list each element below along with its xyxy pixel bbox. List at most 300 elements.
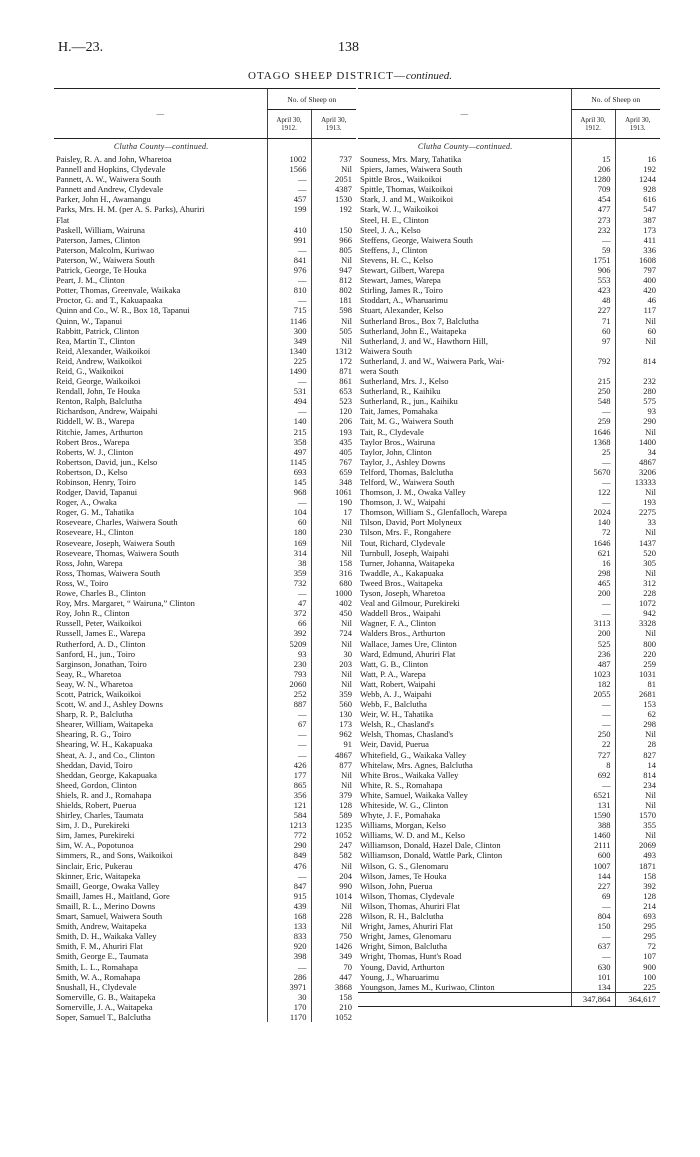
table-row bbox=[54, 588, 356, 598]
sheep-1912-cell: 199 bbox=[267, 204, 311, 214]
owner-cell: Sheddan, George, Kakapuaka bbox=[56, 769, 157, 780]
sheep-1913-cell: 316 bbox=[311, 568, 356, 578]
sheep-1912-cell: — bbox=[267, 275, 311, 285]
owner-cell: Sutherland, John E., Waitapeka bbox=[360, 325, 467, 336]
sheep-1912-cell: 1007 bbox=[571, 861, 615, 871]
sheep-1913-cell: 1312 bbox=[311, 346, 356, 356]
sheep-1913-cell: 523 bbox=[311, 396, 356, 406]
sheep-1913-cell: 1061 bbox=[311, 487, 356, 497]
sheep-1913-cell: 2069 bbox=[615, 840, 660, 850]
sheep-1913-cell: Nil bbox=[311, 517, 356, 527]
sheep-1912-cell: 865 bbox=[267, 780, 311, 790]
owner-cell: Ross, Thomas, Waiwera South bbox=[56, 567, 161, 578]
sheep-1913-cell: Nil bbox=[311, 639, 356, 649]
owner-cell: Patrick, George, Te Houka bbox=[56, 265, 147, 276]
table-row bbox=[358, 235, 660, 245]
sheep-1913-cell: Nil bbox=[615, 527, 660, 537]
sheep-1913-cell: 1437 bbox=[615, 538, 660, 548]
table-row bbox=[358, 840, 660, 850]
sheep-1913-cell: 520 bbox=[615, 548, 660, 558]
sheep-1913-cell: 2275 bbox=[615, 507, 660, 517]
owner-cell: Young, J., Wharuarimu bbox=[360, 971, 440, 982]
table-row bbox=[54, 386, 356, 396]
sheep-1912-cell: 182 bbox=[571, 679, 615, 689]
sheep-1912-cell: 1368 bbox=[571, 437, 615, 447]
owner-cell: Stewart, Gilbert, Warepa bbox=[360, 265, 445, 276]
sheep-1912-cell: 169 bbox=[267, 538, 311, 548]
table-row bbox=[358, 911, 660, 921]
sheep-1912-cell: — bbox=[267, 376, 311, 386]
county-heading: Clutha County—continued. bbox=[417, 142, 513, 151]
table-row bbox=[54, 487, 356, 497]
table-row bbox=[54, 507, 356, 517]
table-row bbox=[54, 538, 356, 548]
owner-cell: Ross, W., Toiro bbox=[56, 577, 109, 588]
sheep-1912-cell: 101 bbox=[571, 972, 615, 982]
owner-cell: Tyson, Joseph, Wharetoa bbox=[360, 588, 446, 599]
sheep-1913-cell: 1530 bbox=[311, 194, 356, 204]
sheep-1912-cell: 833 bbox=[267, 931, 311, 941]
sheep-1913-cell: 259 bbox=[615, 659, 660, 669]
sheep-1912-cell: 259 bbox=[571, 416, 615, 426]
table-row bbox=[54, 346, 356, 356]
table-row bbox=[358, 669, 660, 679]
sheep-1912-cell: 906 bbox=[571, 265, 615, 275]
col-1913-header: April 30, 1913. bbox=[311, 110, 356, 139]
sheep-1912-cell: 1023 bbox=[571, 669, 615, 679]
sheep-1913-cell: 173 bbox=[311, 719, 356, 729]
sheep-1913-cell: 1400 bbox=[615, 437, 660, 447]
sheep-1913-cell: 298 bbox=[615, 719, 660, 729]
table-row bbox=[54, 427, 356, 437]
sheep-1913-cell: Nil bbox=[615, 628, 660, 638]
sheep-1913-cell: 355 bbox=[615, 820, 660, 830]
sheep-1913-cell: Nil bbox=[615, 800, 660, 810]
owner-cell: Waddell Bros., Waipahi bbox=[360, 608, 441, 619]
owner-cell: Smith, George E., Taumata bbox=[56, 951, 149, 962]
sheep-1912-cell: 358 bbox=[267, 437, 311, 447]
table-row bbox=[54, 396, 356, 406]
sheep-1912-cell: 177 bbox=[267, 770, 311, 780]
sheep-1913-cell: Nil bbox=[311, 164, 356, 174]
sheep-1913-cell: Nil bbox=[615, 568, 660, 578]
sheep-1912-cell: 810 bbox=[267, 285, 311, 295]
sheep-1912-cell: — bbox=[267, 709, 311, 719]
sheep-1913-cell: 348 bbox=[311, 477, 356, 487]
sheep-1912-cell: 2111 bbox=[571, 840, 615, 850]
table-row bbox=[54, 416, 356, 426]
sheep-1912-cell: 584 bbox=[267, 810, 311, 820]
sheep-1912-cell: 1646 bbox=[571, 538, 615, 548]
sheep-1912-cell: 180 bbox=[267, 527, 311, 537]
table-row bbox=[358, 527, 660, 537]
sheep-1913-cell: 560 bbox=[311, 699, 356, 709]
owner-cell: Peart, J. M., Clinton bbox=[56, 275, 125, 286]
district-title-continued: continued. bbox=[405, 70, 452, 82]
table-row bbox=[54, 901, 356, 911]
table-row bbox=[54, 265, 356, 275]
table-row bbox=[54, 709, 356, 719]
owner-cell: Rodger, David, Tapanui bbox=[56, 487, 138, 498]
owner-cell: Watt, G. B., Clinton bbox=[360, 658, 429, 669]
owner-cell: Williamson, Donald, Hazel Dale, Clinton bbox=[360, 840, 501, 851]
table-row bbox=[358, 861, 660, 871]
sheep-1913-cell: Nil bbox=[615, 427, 660, 437]
sheep-1913-cell: Nil bbox=[311, 770, 356, 780]
sheep-1912-cell: 1490 bbox=[267, 366, 311, 376]
table-row bbox=[54, 376, 356, 386]
owner-cell: Wilson, Thomas, Clydevale bbox=[360, 890, 455, 901]
owner-cell: Robinson, Henry, Toiro bbox=[56, 477, 136, 487]
owner-cell: Taylor, John, Clinton bbox=[360, 446, 432, 457]
sheep-1913-cell: 659 bbox=[311, 467, 356, 477]
owner-cell: Rendall, John, Te Houka bbox=[56, 386, 140, 397]
sheep-1912-cell: 359 bbox=[267, 568, 311, 578]
sheep-1913-cell: 193 bbox=[311, 427, 356, 437]
table-row bbox=[358, 830, 660, 840]
sheep-1912-cell: 457 bbox=[267, 194, 311, 204]
table-row bbox=[358, 316, 660, 326]
sheep-1912-cell: — bbox=[571, 709, 615, 719]
sheep-1913-cell: 966 bbox=[311, 235, 356, 245]
sheep-1912-cell: 1146 bbox=[267, 316, 311, 326]
owner-cell: wera South bbox=[360, 365, 399, 376]
owner-cell: Stevens, H. C., Kelso bbox=[360, 254, 433, 265]
sheep-1912-cell: 121 bbox=[267, 800, 311, 810]
left-sheep-table bbox=[54, 88, 356, 1022]
table-row bbox=[358, 164, 660, 174]
sheep-1912-cell: — bbox=[571, 951, 615, 961]
table-row bbox=[358, 790, 660, 800]
sheep-1912-cell: 71 bbox=[571, 316, 615, 326]
owner-cell: Turnbull, Joseph, Waipahi bbox=[360, 547, 450, 558]
sheep-1913-cell bbox=[311, 215, 356, 225]
table-row bbox=[54, 790, 356, 800]
sheep-1912-cell: 1646 bbox=[571, 427, 615, 437]
table-row bbox=[358, 517, 660, 527]
owner-cell: Wilson, R. H., Balclutha bbox=[360, 911, 444, 922]
sheep-1913-cell: Nil bbox=[311, 255, 356, 265]
sheep-1912-cell: 1460 bbox=[571, 830, 615, 840]
sheep-1912-cell: 200 bbox=[571, 628, 615, 638]
table-row bbox=[358, 245, 660, 255]
sheep-1913-cell: 290 bbox=[615, 416, 660, 426]
owner-cell: Rutherford, A. D., Clinton bbox=[56, 638, 146, 649]
sheep-1913-cell: 232 bbox=[615, 376, 660, 386]
owner-cell: Thomson, William S., Glenfalloch, Warepa bbox=[360, 507, 507, 518]
owner-cell: Turner, Johanna, Waitapeka bbox=[360, 557, 455, 568]
sheep-1912-cell: 525 bbox=[571, 639, 615, 649]
sheep-1913-cell: 172 bbox=[311, 356, 356, 366]
owner-cell: Roger, G. M., Tahatika bbox=[56, 507, 134, 518]
report-code: H.—23. bbox=[58, 40, 104, 55]
table-row bbox=[54, 194, 356, 204]
table-row bbox=[358, 477, 660, 487]
table-row bbox=[358, 538, 660, 548]
owner-cell: Steel, J. A., Kelso bbox=[360, 224, 421, 235]
owner-cell: Parker, John H., Awamangu bbox=[56, 194, 151, 205]
table-row bbox=[54, 275, 356, 285]
sheep-1912-cell: 59 bbox=[571, 245, 615, 255]
sheep-1912-cell: — bbox=[571, 598, 615, 608]
sheep-1913-cell: 379 bbox=[311, 790, 356, 800]
sheep-1913-cell: 150 bbox=[311, 225, 356, 235]
owner-cell: Wilson, James, Te Houka bbox=[360, 870, 447, 881]
sheep-1913-cell: 616 bbox=[615, 194, 660, 204]
owner-cell: Ross, John, Warepa bbox=[56, 557, 123, 568]
table-row bbox=[54, 729, 356, 739]
owner-cell: Seay, W. N., Wharetoa bbox=[56, 678, 133, 689]
sheep-1912-cell: 991 bbox=[267, 235, 311, 245]
sheep-1913-cell: 192 bbox=[615, 164, 660, 174]
sheep-1912-cell: 692 bbox=[571, 770, 615, 780]
sheep-1913-cell: Nil bbox=[615, 487, 660, 497]
sheep-1913-cell: 2051 bbox=[311, 174, 356, 184]
sheep-1912-cell: — bbox=[267, 497, 311, 507]
table-row bbox=[54, 628, 356, 638]
sheep-1912-cell: — bbox=[571, 497, 615, 507]
table-row bbox=[358, 265, 660, 275]
owner-cell: Wright, James, Ahuriri Flat bbox=[360, 921, 453, 932]
sheep-1912-cell: 1751 bbox=[571, 255, 615, 265]
sheep-1912-cell: 793 bbox=[267, 669, 311, 679]
owner-cell: Webb, A. J., Waipahi bbox=[360, 688, 432, 699]
owner-cell: Skinner, Eric, Waitapeka bbox=[56, 870, 141, 881]
sheep-1913-cell: 814 bbox=[615, 356, 660, 366]
sheep-1912-cell: 286 bbox=[267, 972, 311, 982]
owner-cell: Reid, G., Waikoikoi bbox=[56, 365, 124, 376]
table-row bbox=[54, 204, 356, 214]
sheep-1913-cell: 16 bbox=[615, 154, 660, 164]
sheep-1913-cell: 2681 bbox=[615, 689, 660, 699]
sheep-1913-cell: 91 bbox=[311, 739, 356, 749]
table-row bbox=[54, 467, 356, 477]
table-row bbox=[54, 336, 356, 346]
sheep-1913-cell: 359 bbox=[311, 689, 356, 699]
table-row bbox=[54, 780, 356, 790]
sheep-1913-cell: 17 bbox=[311, 507, 356, 517]
sheep-1912-cell: 232 bbox=[571, 225, 615, 235]
table-row bbox=[54, 972, 356, 982]
sheep-1913-cell: 158 bbox=[615, 871, 660, 881]
table-row bbox=[54, 699, 356, 709]
owner-cell: Walders Bros., Arthurton bbox=[360, 628, 446, 639]
sheep-1913-cell: Nil bbox=[311, 618, 356, 628]
table-row bbox=[358, 850, 660, 860]
sheep-1913-cell: 589 bbox=[311, 810, 356, 820]
table-row bbox=[54, 497, 356, 507]
table-row bbox=[358, 154, 660, 164]
sheep-1912-cell: 250 bbox=[571, 729, 615, 739]
sheep-1913-cell: 4387 bbox=[311, 184, 356, 194]
sheep-1913-cell: 158 bbox=[311, 558, 356, 568]
sheep-1912-cell: 976 bbox=[267, 265, 311, 275]
sheep-1913-cell: 181 bbox=[311, 295, 356, 305]
owner-cell: Soper, Samuel T., Balclutha bbox=[56, 1011, 151, 1022]
table-row bbox=[54, 760, 356, 770]
sheep-1913-cell: 190 bbox=[311, 497, 356, 507]
owner-cell: Ritchie, James, Arthurton bbox=[56, 426, 143, 437]
owner-cell: Thomson, J. M., Owaka Valley bbox=[360, 487, 466, 498]
sheep-1912-cell: 60 bbox=[267, 517, 311, 527]
owner-cell: Smaill, R. L., Merino Downs bbox=[56, 900, 156, 911]
sheep-1912-cell: 47 bbox=[267, 598, 311, 608]
sheep-1913-cell: 312 bbox=[615, 578, 660, 588]
sheep-1912-cell: 15 bbox=[571, 154, 615, 164]
owner-cell: Twaddle, A., Kakapuaka bbox=[360, 567, 444, 578]
sheep-group-header: No. of Sheep on bbox=[571, 89, 660, 110]
table-row bbox=[358, 326, 660, 336]
table-row bbox=[54, 316, 356, 326]
sheep-1912-cell: 477 bbox=[571, 204, 615, 214]
table-row bbox=[358, 295, 660, 305]
table-row bbox=[54, 810, 356, 820]
table-row bbox=[358, 497, 660, 507]
sheep-1912-cell: 792 bbox=[571, 356, 615, 366]
owner-cell: Riddell, W. B., Warepa bbox=[56, 416, 135, 427]
sheep-1912-cell: 772 bbox=[267, 830, 311, 840]
sheep-1913-cell: 100 bbox=[615, 972, 660, 982]
owner-cell: Shearing, R. G., Toiro bbox=[56, 729, 132, 740]
sheep-1912-cell: 5670 bbox=[571, 467, 615, 477]
sheep-1912-cell: 38 bbox=[267, 558, 311, 568]
sheep-1913-cell: 206 bbox=[311, 416, 356, 426]
owner-cell: Smith, W. A., Romahapa bbox=[56, 971, 141, 982]
sheep-1912-cell: 531 bbox=[267, 386, 311, 396]
table-row bbox=[54, 457, 356, 467]
sheep-1912-cell: 388 bbox=[571, 820, 615, 830]
table-row bbox=[358, 578, 660, 588]
sheep-1913-cell: Nil bbox=[311, 548, 356, 558]
sheep-1912-cell: 715 bbox=[267, 305, 311, 315]
sheep-1912-cell: 497 bbox=[267, 447, 311, 457]
sheep-1913-cell: 800 bbox=[615, 639, 660, 649]
owner-cell: Tait, M. G., Waiwera South bbox=[360, 416, 454, 427]
owner-cell: Welsh, Thomas, Chasland's bbox=[360, 729, 454, 740]
table-row bbox=[358, 376, 660, 386]
sheep-1913-cell: 812 bbox=[311, 275, 356, 285]
owner-cell: Shirley, Charles, Taumata bbox=[56, 810, 144, 821]
owner-cell: Telford, W., Waiwera South bbox=[360, 477, 455, 487]
sheep-1913-cell: 447 bbox=[311, 972, 356, 982]
owner-cell: Reid, Alexander, Waikoikoi bbox=[56, 345, 151, 356]
sheep-1913-cell: 13333 bbox=[615, 477, 660, 487]
owner-cell: Roseveare, Charles, Waiwera South bbox=[56, 517, 178, 528]
table-row bbox=[358, 467, 660, 477]
col-1913-header: April 30, 1913. bbox=[615, 110, 660, 139]
sheep-1913-cell: 295 bbox=[615, 931, 660, 941]
sheep-1912-cell: 215 bbox=[267, 427, 311, 437]
owner-column-header: — bbox=[54, 89, 267, 139]
sheep-1913-cell: 4867 bbox=[615, 457, 660, 467]
table-row bbox=[358, 285, 660, 295]
table-row bbox=[54, 598, 356, 608]
table-row bbox=[54, 356, 356, 366]
owner-cell: Smaill, James H., Maitland, Gore bbox=[56, 890, 170, 901]
sheep-1912-cell: 454 bbox=[571, 194, 615, 204]
sheep-1913-cell: 153 bbox=[615, 699, 660, 709]
sheep-1912-cell: 236 bbox=[571, 649, 615, 659]
sheep-1913-cell: 81 bbox=[615, 679, 660, 689]
sheep-1912-cell: 273 bbox=[571, 215, 615, 225]
owner-cell: Snushall, H., Clydevale bbox=[56, 981, 137, 992]
sheep-1913-cell: 1052 bbox=[311, 830, 356, 840]
sheep-1913-cell: 990 bbox=[311, 881, 356, 891]
table-row bbox=[358, 507, 660, 517]
sheep-1912-cell: 1280 bbox=[571, 174, 615, 184]
owner-cell: Steel, H. E., Clinton bbox=[360, 214, 429, 225]
owner-cell: Stuart, Alexander, Kelso bbox=[360, 305, 444, 316]
sheep-1913-cell: 349 bbox=[311, 951, 356, 961]
sheep-1912-cell: 66 bbox=[267, 618, 311, 628]
sheep-1912-cell: — bbox=[571, 406, 615, 416]
sheep-1912-cell: 2024 bbox=[571, 507, 615, 517]
sheep-1913-cell: Nil bbox=[615, 316, 660, 326]
sheep-1912-cell: 1213 bbox=[267, 820, 311, 830]
sheep-1912-cell: 3113 bbox=[571, 618, 615, 628]
sheep-1912-cell: 1566 bbox=[267, 164, 311, 174]
sheep-1912-cell: 637 bbox=[571, 941, 615, 951]
sheep-1912-cell: 372 bbox=[267, 608, 311, 618]
sheep-1913-cell: 1000 bbox=[311, 588, 356, 598]
sheep-1912-cell: 709 bbox=[571, 184, 615, 194]
sheep-1913-cell: 33 bbox=[615, 517, 660, 527]
sheep-1912-cell: — bbox=[571, 235, 615, 245]
sheep-1913-cell: 30 bbox=[311, 649, 356, 659]
owner-cell: Sutherland Bros., Box 7, Balclutha bbox=[360, 315, 479, 326]
sheep-1912-cell: 1590 bbox=[571, 810, 615, 820]
sheep-1912-cell: 230 bbox=[267, 659, 311, 669]
owner-cell: Scott, Patrick, Waikoikoi bbox=[56, 688, 142, 699]
sheep-1913-cell: 405 bbox=[311, 447, 356, 457]
table-row bbox=[358, 699, 660, 709]
sheep-1913-cell: 750 bbox=[311, 931, 356, 941]
sheep-1913-cell: Nil bbox=[615, 790, 660, 800]
sheep-1913-cell: 14 bbox=[615, 760, 660, 770]
sheep-1913-cell: 34 bbox=[615, 447, 660, 457]
sheep-1912-cell: — bbox=[267, 871, 311, 881]
owner-cell: Sheddan, David, Toiro bbox=[56, 759, 133, 770]
table-row bbox=[54, 649, 356, 659]
owner-cell: Simmers, R., and Sons, Waikoikoi bbox=[56, 850, 173, 861]
owner-cell: Spittle Bros., Waikoikoi bbox=[360, 174, 442, 185]
table-row bbox=[358, 225, 660, 235]
sheep-1913-cell: 1570 bbox=[615, 810, 660, 820]
table-row bbox=[358, 931, 660, 941]
table-row bbox=[358, 215, 660, 225]
owner-cell: Steffens, J., Clinton bbox=[360, 244, 428, 255]
owner-cell: Whitelaw, Mrs. Agnes, Balclutha bbox=[360, 759, 473, 770]
sheep-1912-cell: — bbox=[571, 780, 615, 790]
owner-cell: Tilson, David, Port Molyneux bbox=[360, 517, 462, 528]
sheep-1912-cell: 69 bbox=[571, 891, 615, 901]
table-row bbox=[54, 871, 356, 881]
sheep-1913-cell: 192 bbox=[311, 204, 356, 214]
sheep-1912-cell: 727 bbox=[571, 750, 615, 760]
owner-cell: Wallace, James Ure, Clinton bbox=[360, 638, 457, 649]
sheep-1912-cell: 250 bbox=[571, 386, 615, 396]
sheep-1913-cell: Nil bbox=[311, 669, 356, 679]
table-row bbox=[358, 951, 660, 961]
sheep-1912-cell: 72 bbox=[571, 527, 615, 537]
sheep-1913-cell: 680 bbox=[311, 578, 356, 588]
table-row bbox=[358, 891, 660, 901]
sheep-1913-cell: 387 bbox=[615, 215, 660, 225]
sheep-1913-cell: 1244 bbox=[615, 174, 660, 184]
sheep-1912-cell: — bbox=[571, 608, 615, 618]
table-row bbox=[54, 719, 356, 729]
owner-cell: Williams, W. D. and M., Kelso bbox=[360, 830, 465, 841]
